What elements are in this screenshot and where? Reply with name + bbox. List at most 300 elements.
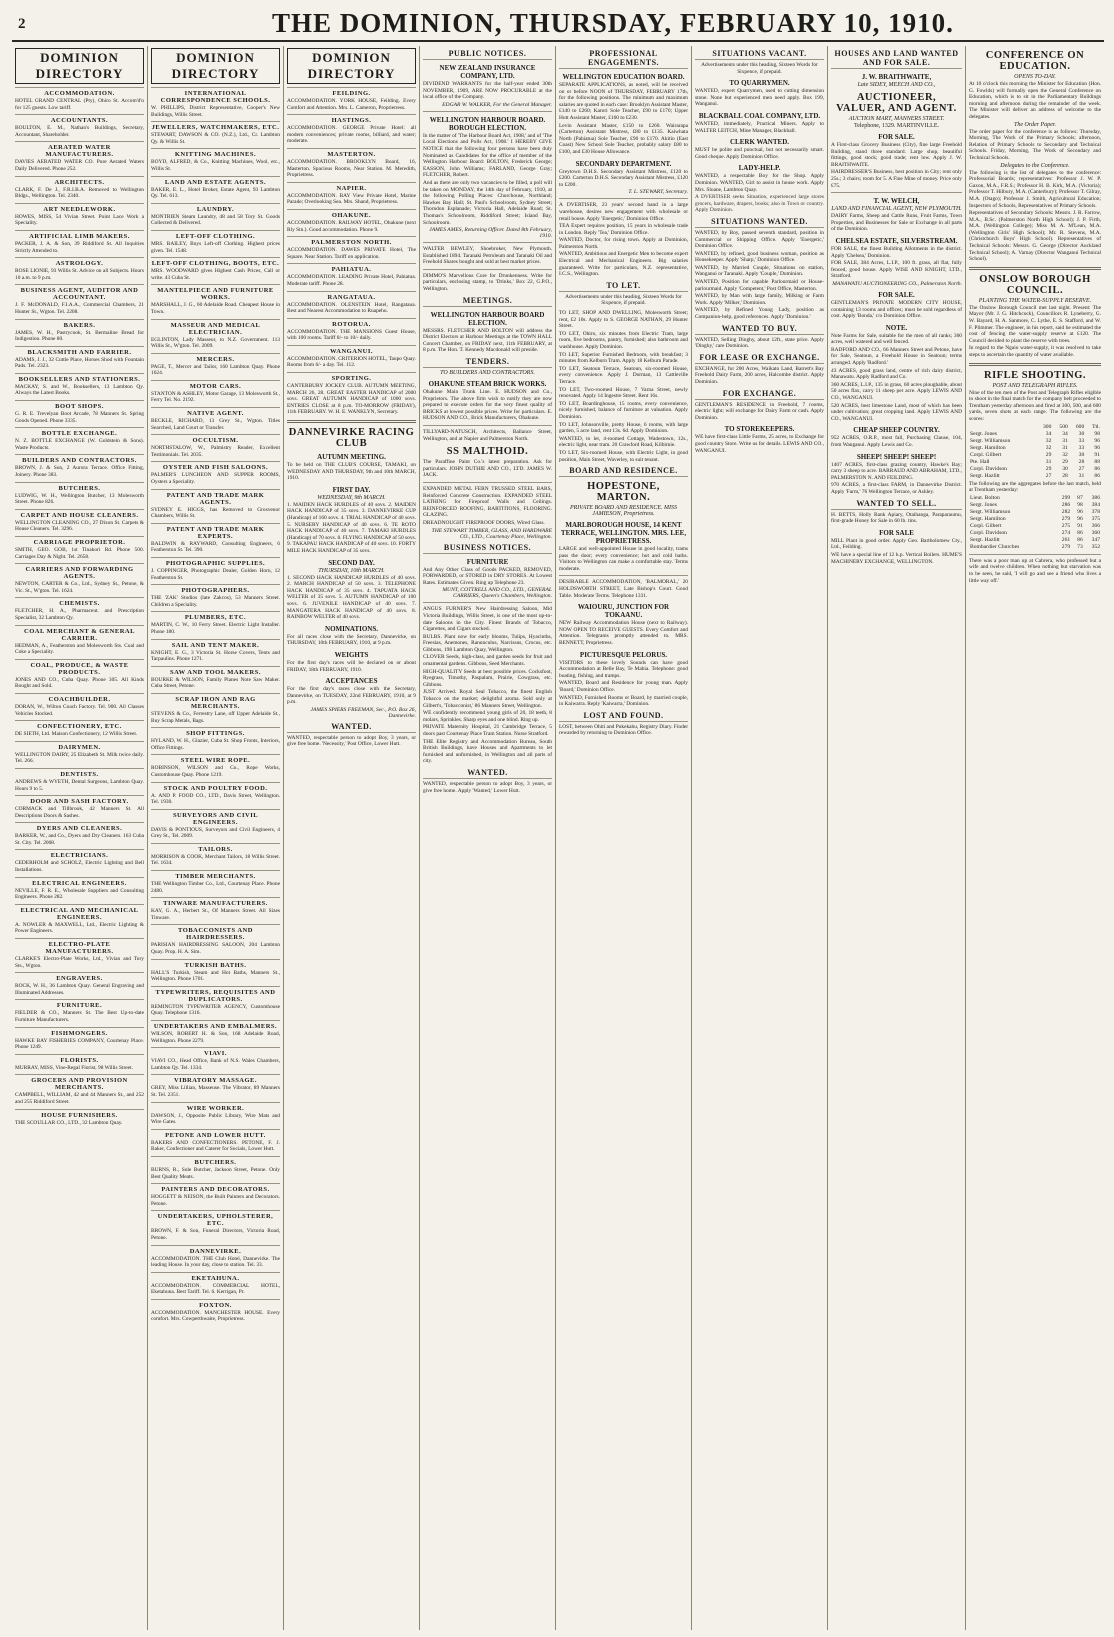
directory-category: SAW AND TOOL MAKERS. <box>151 666 280 676</box>
directory-entry: PARISIAN HAIRDRESSING SALOON, 204 Lambton Quay. Prop. H. A. Sim. <box>151 942 280 956</box>
for-sale-title-3: FOR SALE <box>879 528 914 537</box>
situations-vacant-heading: SITUATIONS VACANT. <box>695 49 824 60</box>
directory-entry: FIELDER & CO., Manners St. The Best Up-to-date Furniture Manufacturers. <box>15 1010 144 1023</box>
rifle-subhead: POST AND TELEGRAPH RIFLES. <box>992 382 1078 389</box>
note-body: Note Farms for Sale, suitable for the men of all ranks; 360 acres, well watered and well fenced. <box>831 332 962 346</box>
score-value: 274 <box>1061 529 1071 536</box>
directory-category: OHAKUNE. <box>287 209 416 219</box>
score-value: 282 <box>1061 508 1071 515</box>
to-let-note: Advertisements under this heading, Sixteen Words for Sixpence, if prepaid. <box>565 293 682 307</box>
to-let-1: TO LET, SHOP AND DWELLING, Molesworth Street; rent, £2 10s. Apply to S. GEORGE NATHAN, 29 Hunter Street. <box>559 310 688 330</box>
directory-entry: VIAVI CO., Head Office, Bank of N.S. Wales Chambers, Lambton Qy. Tel. 1334. <box>151 1058 280 1071</box>
clerk-body: MUST be polite and punctual, but not necessarily smart. Good cheque. Apply Dominion Office. <box>695 147 824 160</box>
score-name: Corpl. Davidson <box>970 529 1007 536</box>
to-let-heading: TO LET. <box>559 281 688 292</box>
malthoid-title: SS MALTHOID. <box>446 446 529 458</box>
directory-category: ART NEEDLEWORK. <box>15 203 144 213</box>
directory-entry: ACCOMMODATION. COMMERCIAL HOTEL, Eketahuna. Best Tariff. Tel. 6. Kerrigan, Pr. <box>151 1282 280 1296</box>
directory-category: CARRIAGE PROPRIETOR. <box>15 536 144 546</box>
professional-column <box>556 46 692 1630</box>
directory-entry: ACCOMMODATION. THE Club Hotel, Dannevirke. The leading House. In your day, close to station. Tel. 33. <box>151 1255 280 1269</box>
directory-category: EKETAHUNA. <box>151 1272 280 1282</box>
directory-category: DANNEVIRKE. <box>151 1245 280 1255</box>
score-name: Bombardier Churches <box>970 543 1020 550</box>
dimmo-notice: DIMMO'S Marvellous Cure for Drunkenness. Write for particulars, enclosing stamp, to 'Drinks,' Box 22, G.P.O., Wellington. <box>423 272 552 293</box>
masthead <box>12 6 1104 42</box>
directory-category: DAIRYMEN. <box>15 741 144 751</box>
columns <box>12 46 1104 1630</box>
directory-entry: DAVIS & PONTIOUS, Surveyors and Civil Engineers, 4 Grey St., Tel. 2009. <box>151 826 280 840</box>
lost-found-heading: LOST AND FOUND. <box>559 711 688 722</box>
directory-category: CARRIERS AND FORWARDING AGENTS. <box>15 563 144 580</box>
directory-entry: ACCOMMODATION. CRITERION HOTEL, Taupo Quay. Rooms from 6/- a day. Tel. 112. <box>287 355 416 369</box>
directory-category: HOUSE FURNISHERS. <box>15 1109 144 1119</box>
directory-category: DYERS AND CLEANERS. <box>15 822 144 832</box>
houses-land-column <box>828 46 966 1630</box>
directory-entry: MACKAY, S. and W., Booksellers, 13 Lambton Qy. Always the Latest Books. <box>15 383 144 397</box>
bulbs-notice: BULBS. Plant now for early blooms, Tulips, Hyacinths, Freesias, Anemones, Ranunculus, Narcissus, Crocus, etc. Gibbons, 198 Lambton Quay, Wellington. <box>423 633 552 653</box>
directory-entry: ACCOMMODATION. GEORGE Private Hotel: all modern conveniences; private rooms, billiard, and water; moderate. <box>287 125 416 145</box>
to-let-5: TO LET, Two-roomed House, 7 Varna Street, newly renovated. Apply 14 Ingestre Street. Rent 16s. <box>559 386 688 400</box>
directory-category: SHOP FITTINGS. <box>151 727 280 737</box>
score-value: 96 <box>1077 515 1083 522</box>
directory-category: FOXTON. <box>151 1299 280 1309</box>
score-header-cell: 500 <box>1059 423 1068 430</box>
to-let-2: TO LET, Ohiro, six minutes from Electric Tram, large room, five bedrooms, pantry, furnished; also bathroom and washhouse. Apply Dominion. <box>559 330 688 350</box>
lease-heading: FOR LEASE OR EXCHANGE. <box>695 353 824 364</box>
score-value: 29 <box>1045 451 1052 458</box>
score-name: Sergt. Hamilton <box>970 515 1006 522</box>
racing-club-title: DANNEVIRKE RACING CLUB <box>288 427 415 450</box>
directory-category: BOOT SHOPS. <box>15 400 144 410</box>
divider <box>831 192 962 193</box>
directory-entry: NORTHSTALOW, W., Palmistry Reader, Excellent Testimonials. Tel. 2035. <box>151 445 280 458</box>
directory-entry: BECKLE, RICHARD, 13 Grey St., Wgton. Titles Searched, Land Court or Transfer. <box>151 418 280 431</box>
directory-category: PAHIATUA. <box>287 263 416 273</box>
directory-category: FEILDING. <box>287 87 416 97</box>
score-name: Lieut. Bolton <box>970 494 1000 501</box>
rifle-score-row <box>969 452 1101 459</box>
score-value: 31 <box>1045 458 1052 465</box>
directory-entry: ACCOMMODATION. YORK HOUSE, Feilding. Every Comfort and Attention. Mrs. L. Cameron, Proprietress. <box>287 98 416 111</box>
directory-entry: BAKERS AND CONFECTIONERS. PETONE, F. J. Baker, Confectioner and Caterer for Socials, Lower Hutt. <box>151 1139 280 1153</box>
divider <box>423 111 552 112</box>
to-let-8: WANTED, to let, 4-roomed Cottage, Wadestown, 12s., electric light, near tram. 20 Crawford Road, Kilbirnie. <box>559 435 688 449</box>
nz-insurance-sign: EDGAR W. WALKER, For the General Manager. <box>442 101 552 108</box>
score-value: 27 <box>1045 472 1052 479</box>
directory-entry: BARKER, W., and Co., Dyers and Dry Cleaners. 163 Cuba St. City. Tel. 2008. <box>15 833 144 846</box>
rifle-score-row <box>969 466 1101 473</box>
directory-category: COAL MERCHANT & GENERAL CARRIER. <box>15 625 144 642</box>
directory-category: UNDERTAKERS AND EMBALMERS. <box>151 1020 280 1030</box>
quarrymen-title: TO QUARRYMEN. <box>729 79 790 88</box>
directory-category: PETONE AND LOWER HUTT. <box>151 1129 280 1139</box>
directory-entry: CORMACK and Tillbrook, 42 Manners St. All Descriptions Doors & Sashes. <box>15 806 144 819</box>
directory-category: GROCERS AND PROVISION MERCHANTS. <box>15 1074 144 1091</box>
directory-category: TOBACCONISTS AND HAIRDRESSERS. <box>151 924 280 941</box>
to-let-3: TO LET, Superior Furnished Bedroom, with breakfast; 3 minutes from Kelburn Tram. Apply 18 Kelburn Parade. <box>559 351 688 365</box>
score-value: 27 <box>1078 465 1085 472</box>
directory-entry: ROBINSON, WILSON and Co., Rope Works, Customhouse Quay. Phone 1219. <box>151 765 280 778</box>
business-notices-heading: BUSINESS NOTICES. <box>423 543 552 554</box>
harbour-election-body-2: And as there are only two vacancies to be filled, a poll will be taken on MONDAY, the 14th day of February, 1910, at the following Polling Places: Churchouse, Northland; Hawkes Bay Hall; St. Paul's Schoolroom, Sydney Street; Thorndon Esplanade; Victoria Hall, Adelaide Road; St. Thomas's Schoolroom, Riddiford Street; Island Bay, Schoolroom. <box>423 179 552 226</box>
brick-works-title: OHAKUNE STEAM BRICK WORKS. <box>428 380 547 389</box>
directory-entry: JONES AND CO., Cuba Quay. Phone 305. All Kinds Bought and Sold. <box>15 676 144 690</box>
score-value: 261 <box>1061 536 1071 543</box>
situations-wanted-heading: SITUATIONS WANTED. <box>695 217 824 228</box>
score-name: Sergt. Jones <box>970 430 997 437</box>
directory-category: HASTINGS. <box>287 114 416 124</box>
directory-category: VIBRATORY MASSAGE. <box>151 1074 280 1084</box>
directory-entry: HALL'S Turkish, Steam and Hot Baths, Manners St., Wellington. Phone 1701. <box>151 969 280 983</box>
directory-entry: WILSON, ROBERT H. & Son, 168 Adelaide Road, Wellington. Phone 2279. <box>151 1031 280 1044</box>
directory-entry: THE 'ZAK' Studios (late Zakcos), 53 Manners Street. Children a Speciality. <box>151 595 280 608</box>
acres-43-body: 43 ACRES, good grass land, centre of rich dairy district, Manawatu. Apply Radford and Co. <box>831 367 962 381</box>
directory-category: VIAVI. <box>151 1047 280 1057</box>
directory-category: LAUNDRY. <box>151 203 280 213</box>
directory-entry: STANTON & ASHLEY, Motor Garage, 13 Molesworth St., Ferry Tel. No. 2192. <box>151 390 280 404</box>
directory-entry: BURNS, R., Sole Butcher, Jackson Street, Petone. Only Best Quality Meats. <box>151 1166 280 1180</box>
to-let-4: TO LET, Seatoun Terrace, Seatoun, six-roomed House, every convenience. Apply J. Dorman, 13 Cattleville Terrace. <box>559 365 688 385</box>
directory-entry: THE SCOULLAR CO., LTD., 32 Lambton Quay. <box>15 1119 123 1126</box>
note-title: NOTE. <box>885 323 908 332</box>
for-sale-title: FOR SALE. <box>878 133 915 141</box>
quarrymen-body: WANTED, expert Quarrymen, used to cutting dimension stone. None but experienced men need apply. Box 199, Wanganui. <box>695 88 824 108</box>
engineers-notice: WANTED, Ambitious and Energetic Men to become expert Electrical and Mechanical Engineers. Big salaries guaranteed. Write for particulars, N.Z. representative, I.C.S., Wellington. <box>559 251 688 278</box>
directory-category: MASSEUR AND MEDICAL ELECTRICIAN. <box>151 319 280 336</box>
directory-category: MASTERTON. <box>287 148 416 158</box>
seeds-notice: HIGH-QUALITY Seeds at best possible prices. Cocksfoot, Ryegrass, Timothy, Paspalum, Prairie, Cowgrass, etc. Gibbons. <box>423 668 552 688</box>
directory-entry: CANTERBURY JOCKEY CLUB. AUTUMN MEETING, MARCH 26, 28. GREAT EASTER HANDICAP of 2000 sovs. GREAT AUTUMN HANDICAP of 1000 sovs. ENTRIES CLOSE at 8 p.m. TO-MORROW (FRIDAY), 11th FEBRUARY. W. H. E. WANKLYN, Secretary. <box>287 383 416 416</box>
score-value: 31 <box>1078 472 1085 479</box>
score-value: 275 <box>1061 522 1071 529</box>
betts-body: H. BETTS, Holly Bank Apiary, Otaihanga, Paraparaumu, first-grade Honey for Sale in 60 lb. tins. <box>831 511 962 525</box>
score-value: 299 <box>1061 494 1071 501</box>
directory-entry: WELLINGTON CLEANING CO., 27 Dixon St. Carpets & House Cleaners. Tel. 3296. <box>15 519 144 533</box>
score-value: 360 <box>1091 529 1100 536</box>
pelorus-title: PICTURESQUE PELORUS. <box>579 650 668 659</box>
rifle-body-2: The following are the aggregates before the last match, held at Trentham yesterday: <box>969 480 1101 494</box>
rifle-aggregate-row <box>969 530 1101 537</box>
directory-entry: ACCOMMODATION. MANCHESTER HOUSE. Every comfort. Mrs. Cowperthwaite, Proprietress. <box>151 1309 280 1323</box>
acres-1407-body: 1407 ACRES, first-class grazing country, Hawke's Bay; carry 3 sheep to acre. BARRAUD AND ABRAHAM, LTD., PALMERSTON N. AND FEILDING. <box>831 461 962 481</box>
public-notices-column <box>420 46 556 1630</box>
page-number: 2 <box>18 16 26 32</box>
manawatu-sign: MANAWATU AUCTIONEERING CO., Palmerston North. <box>832 280 962 287</box>
rifle-scores-header <box>969 424 1101 431</box>
marlborough-title: MARLBOROUGH HOUSE, 14 KENT TERRACE, WELLINGTON. MRS. LEE, PROPRIETRESS. <box>560 521 687 546</box>
order-paper-subhead: The Order Paper. <box>1014 121 1056 128</box>
directory-category: PATENT AND TRADE MARK EXPERTS. <box>151 523 280 540</box>
situation-wanted-3: WANTED, by Married Couple, Situations on station, Wanganui or Taranaki. Apply 'Couple,' Dominion. <box>695 264 824 278</box>
directory-category: BUTCHERS. <box>15 482 144 492</box>
directory-entry: A. AND P. FOOD CO., LTD., Davis Street, Wellington. Tel. 1930. <box>151 792 280 806</box>
directory-category: SAIL AND TENT MAKER. <box>151 639 280 649</box>
score-value: 28 <box>1062 472 1068 479</box>
directory-entry: STEWART, DAWSON & CO. (N.Z.), Ltd., Cr. Lambton Qy. & Willis St. <box>151 132 280 145</box>
directory-entry: W. PHILLIPS, District Representative, Cooper's New Buildings, Willis Street. <box>151 105 280 118</box>
directory-entry: BOULTON, E. M., Nathan's Buildings, Secretary, Accountant, Shareholder. <box>15 125 144 138</box>
racing-day1: FIRST DAY. <box>332 485 371 494</box>
directory-entry: J. F. McDONALD, F.I.A.A., Commercial Chambers, 21 Hunter St., Wgton. Tel. 2208. <box>15 302 144 315</box>
wanted-to-sell-heading: WANTED TO SELL. <box>831 499 962 510</box>
divider <box>559 575 688 576</box>
malthoid-body: The Paraffine Paint Co.'s latest preparation. Ask for particulars. JOHN DUTHIE AND CO., LTD. JAMES W. JACK. <box>423 459 552 479</box>
situations-filler: A DVERTISER seeks Situation, experienced large stores grocers, hardware, drapers, books; also in Town or country. Apply Dominion. <box>695 194 824 214</box>
divider <box>287 420 416 423</box>
score-value: 366 <box>1091 522 1100 529</box>
directory-entry: MORRISON & COOK, Merchant Tailors, 18 Willis Street. Tel. 1634. <box>151 853 280 867</box>
directory-category: ROTORUA. <box>287 318 416 328</box>
directory-entry: A. NOWLER & MAXWELL, Ltd., Electric Lighting & Power Engineers. <box>15 921 144 935</box>
score-value: 31 <box>1062 437 1068 444</box>
brick-works-body: Ohakune Main Trunk Line. E. HUDSON and Co., Proprietors. The above firm wish to notify they are now prepared to execute orders for the very finest quality of BRICKS at lowest possible prices. Write for particulars. E. HUDSON AND CO., Brick Manufacturers, Ohakune. <box>423 389 552 422</box>
score-value: 29 <box>1062 458 1068 465</box>
situation-wanted-4: WANTED, Position for capable Parlourmaid or House-parlourmaid. Apply 'Competent,' Post Office, Masterton. <box>695 279 824 292</box>
divider <box>423 425 552 426</box>
directory-entry: REMINGTON TYPEWRITER AGENCY, Customhouse Quay. Telephone 1316. <box>151 1003 280 1017</box>
directory-category: ELECTRICAL AND MECHANICAL ENGINEERS. <box>15 904 144 921</box>
directory-category: ENGRAVERS. <box>15 972 144 982</box>
planting-subhead: PLANTING THE WATER-SUPPLY RESERVE. <box>978 297 1092 304</box>
score-value: 279 <box>1061 543 1071 550</box>
situations-note: Advertisements under this heading, Sixteen Words for Sixpence, if prepaid. <box>701 62 818 75</box>
directory-entry: EGLINTON, Lady Masseur, to N.Z. Government. 113 Willis St., W'gton. Tel. 2009. <box>151 336 280 350</box>
lip-sale-body: FOR SALE, 384 Acres, L.I.P., 100 ft. grass, all flat, fully fenced, good house. Apply WISE AND KNIGHT, LTD., Stratford. <box>831 260 962 280</box>
meetings-heading: MEETINGS. <box>423 296 552 307</box>
rifle-aggregate-row <box>969 502 1101 509</box>
directory-category: NATIVE AGENT. <box>151 407 280 417</box>
harbour-election-body: In the matter of 'The Harbour Board Act, 1908,' and of 'The Local Elections and Polls Act, 1908.' I HEREBY GIVE NOTICE that the following four persons have been duly Nominated as Candidates for the office of member of the Wellington Harbour Board: BOLTON, Frederick George; EASSON, John Williams; FARLAND, George Gray; FLETCHER, Robert. <box>423 132 552 179</box>
directory-entry: ACCOMMODATION. LEADING Private Hotel, Pahiatua. Moderate tariff. Phone 28. <box>287 274 416 287</box>
pelorus-body: VISITORS to these lovely Sounds can have good Accommodation at Belle Bay, Te Mahia. Telephone: good boating, fishing, and tramps. <box>559 659 688 679</box>
rifle-score-row <box>969 445 1101 452</box>
directory-category: WIRE WORKER. <box>151 1102 280 1112</box>
racing-venue: To be held on THE CLUB'S COURSE, TAMAKI, on WEDNESDAY AND THURSDAY, 9th and 10th MARCH, 1910. <box>287 462 416 482</box>
situation-wanted-1: WANTED, by Boy, passed seventh standard, position in Commercial or Shipping Office. Apply 'Energetic,' Dominion Office. <box>695 229 824 250</box>
directory-category: PALMERSTON NORTH. <box>287 236 416 246</box>
city-house-body: GENTLEMAN'S PRIVATE MODERN CITY HOUSE, containing 13 rooms and offices; must be sold regardless of cost. Apply 'Bonda,' c/o Dominion Office. <box>831 299 962 320</box>
directory-category: LEFT-OFF CLOTHING, BOOTS, ETC. <box>151 257 280 267</box>
furniture-title: FURNITURE <box>466 557 509 566</box>
tobacco-notice: JUST Arrived. Royal Seal Tobacco, the finest English Tobacco on the market; delightful aroma. Sold only at Gilbert's, 'Tobacconist,' 86 Manners Street, Wellington. <box>423 689 552 709</box>
directory-category: COACHBUILDER. <box>15 693 144 703</box>
newspaper-title: THE DOMINION, THURSDAY, FEBRUARY 10, 1910. <box>272 8 954 38</box>
acres-360-body: 360 ACRES, L.I.P., 135 in grass, 60 acres ploughable, about 50 acres flax, carry 11 sheep per acre. Apply LEWIS AND CO., WANGANUI. <box>831 381 962 402</box>
score-name: Sergt. Hazlitt <box>970 472 1000 479</box>
directory-entry: KAY, G. A., Herbert St., Of Manners Street. All Sizes Tinware. <box>151 908 280 921</box>
score-value: 375 <box>1091 515 1100 522</box>
directory-entry: DORAN, W., Wilton Coach Factory. Tel. 900. All Classes Vehicles Stocked. <box>15 703 144 717</box>
delegates-subhead: Delegates to the Conference. <box>1000 162 1070 169</box>
secondary-dept-title: SECONDARY DEPARTMENT. <box>575 159 672 168</box>
planting-body-2: In regard to the Ngaio water-supply, it was resolved to take steps to ascertain the quantity of water available. <box>969 345 1101 358</box>
score-value: 88 <box>1094 458 1100 465</box>
directory-category: TAILORS. <box>151 843 280 853</box>
blackball-title: BLACKBALL COAL COMPANY, LTD. <box>698 111 821 120</box>
directory-entry: GREY, Miss Lillian, Masseuse. The Vibrator, 89 Manners St. Tel. 2351. <box>151 1085 280 1098</box>
directory-entry: WELLINGTON DAIRY, 25 Elizabeth St. Milk twice daily. Tel. 266. <box>15 751 144 765</box>
directory-category: SURVEYORS AND CIVIL ENGINEERS. <box>151 809 280 826</box>
houses-land-heading: HOUSES AND LAND WANTED AND FOR SALE. <box>831 49 962 69</box>
directory-entry: HOWES, MISS, 54 Vivian Street. Point Lace Work a Speciality. <box>15 213 144 227</box>
directory-category: DENTISTS. <box>15 768 144 778</box>
boilers-body: WE have a special line of 12 h.p. Vertical Boilers. HUME'S MACHINERY EXCHANGE, WELLINGTON. <box>831 551 962 565</box>
score-value: 32 <box>1045 444 1052 451</box>
score-value: 34 <box>1062 430 1068 437</box>
directory-category: NAPIER. <box>287 182 416 192</box>
score-value: 28 <box>1078 458 1085 465</box>
clover-notice: CLOVER Seeds, high-class, and garden seeds for fruit and ornamental gardens. Gibbons, Seed Merchants. <box>423 654 552 668</box>
racing-nominations: NOMINATIONS. <box>325 624 378 633</box>
directory-entry: CEDERHOLM and SCHOLZ, Electric Lighting and Bell Installations. <box>15 860 144 874</box>
bewley-notice: WALTER BEWLEY, Shoebroker, New Plymouth. Established 1894. Taranaki Petroleum and Taranaki Oil and Freehold Shares bought and sold at best market prices. <box>423 246 552 266</box>
score-name: Sergt. Hazlitt <box>970 536 1000 543</box>
directory-category: PHOTOGRAPHERS. <box>151 584 280 594</box>
rifle-aggregates-table <box>969 495 1101 551</box>
directory-category: OCCULTISM. <box>151 434 280 444</box>
directory-entry: ANDREWS & WYETH, Dental Surgeons, Lambton Quay. Hours 9 to 5. <box>15 778 144 792</box>
clerk-title: CLERK WANTED. <box>730 138 789 147</box>
delegates-body: The following is the list of delegates to the conference: Professorial Boards; representatives: Professor J. W. P. Gaxon, M.A., F.R.S.; Professor H. B. Kirk, M.A. (Victoria); Professor T. Hilbury, M.A. (Canterbury); Professor T. Gilray, M.A. (Otago); Professor J. Smith, Agricultural Education; Inspectors of Schools, Representatives of Primary Schools. <box>969 169 1101 209</box>
to-let-7: TO LET, Johnsonville, pretty House, 6 rooms, with large garden, 5 acre land, rent 13s. 6d. Apply Dominion. <box>559 421 688 435</box>
directory-entry: KNIGHT, E. G., 3 Victoria St. Horse Covers, Tents and Tarpaulins. Phone 1271. <box>151 649 280 663</box>
directory-entry: PAGE, T., Mercer and Tailor, 160 Lambton Quay. Phone 1624. <box>151 363 280 377</box>
directory-category: CONFECTIONERY, ETC. <box>15 720 144 730</box>
directory-entry: N. Z. BOTTLE EXCHANGE (W. Goldstein & Sons). Waste Products. <box>15 438 144 451</box>
recommend-notice: WE confidently recommend young girls of 20, 18 teeth, 8 molars, Sprinkles. Sharp eyes and one blind. Ring up. <box>423 710 552 723</box>
wanted-to-buy-heading: WANTED TO BUY. <box>695 324 824 335</box>
directory-category: FLORISTS. <box>15 1054 144 1064</box>
score-value: 347 <box>1091 536 1100 543</box>
directory-entry: ACCOMMODATION. RAILWAY HOTEL, Ohakune (next Rly Stn.). Good accommodation. Phone 9. <box>287 219 416 233</box>
directory-category: CHEMISTS. <box>15 597 144 607</box>
racing-day2-date: THURSDAY, 10th MARCH. <box>318 567 385 574</box>
divider <box>969 267 1101 270</box>
directory-category: BOTTLE EXCHANGE. <box>15 427 144 437</box>
score-value: 86 <box>1077 529 1083 536</box>
wanted-to-buy-1: WANTED, Selling Dinghy, about 12ft., state price. Apply 'Dinghy,' care Dominion. <box>695 336 824 350</box>
expanded-metal-notice: EXPANDED METAL FERN TRUSSED STEEL BARS, Reinforced Concrete Construction. EXPANDED STEEL LATHING for Fireproof Walls and Ceilings. REINFORCED ROOFING, BARTITIONS, FLOORING. GLAZING. <box>423 485 552 519</box>
order-paper-body: The order paper for the conference is as follows: Thursday, Morning, The Work of the Primary Schools; afternoon, Relation of Primary Schools to Secondary and Technical Schools. Friday, Morning, The Work of Secondary and Technical Schools. <box>969 128 1101 161</box>
directory-entry: G. R. E. Trevelyan Boot Arcade, 78 Manners St. Spring Goods Opened. Phone 3335. <box>15 411 144 424</box>
rifle-aggregate-row <box>969 544 1101 551</box>
braithwaite-name: J. W. BRAITHWAITE, <box>861 73 932 81</box>
acres-970-body: 970 ACRES, a first-class FARM, in Dannevirke District. Apply 'Farm,' 76 Wellington Terrace, or Ashley. <box>831 482 962 495</box>
directory-entry: MARSHALL, J. G., 60 Adelaide Road. Cheapest House in Town. <box>151 302 280 315</box>
racing-acceptances-body: For the first day's races close with the Secretary, Dannevirke, on TUESDAY, 22nd FEBRUARY, 1910, at 9 p.m. <box>287 686 416 706</box>
hopestone-title: HOPESTONE, MARTON. <box>587 481 660 504</box>
meeting-body: MESSRS. FLETCHER AND BOLTON will address the District Electors at Harbour Meetings at the TOWN HALL Concert Chamber, on FRIDAY next, 11th FEBRUARY, at 8 p.m. The Hon. T. Kennedy Macdonald will preside. <box>423 327 552 354</box>
hopestone-body: PRIVATE BOARD AND RESIDENCE. MISS JAMIESON, Proprietress. <box>569 505 678 518</box>
score-name: Sergt. Williamson <box>970 508 1011 515</box>
score-name: Sergt. Williamson <box>970 437 1011 444</box>
directory-category: ARCHITECTS. <box>15 176 144 186</box>
racing-day1-date: WEDNESDAY, 9th MARCH. <box>317 494 386 501</box>
hospital-notice: PRIVATE Maternity Hospital, 21 Cambridge Terrace, 5 doors past Courtenay Place Tram Station. Nurse Stratford. <box>423 724 552 737</box>
directory-entry: CLARKE'S Electro-Plate Works, Ltd., Vivian and Tory Sts., Wgton. <box>15 956 144 969</box>
acres-520-body: 520 ACRES, best limestone Land, most of which has been under cultivation; great cropping land. Apply LEWIS AND CO., WANGANUI. <box>831 402 962 422</box>
divider <box>423 482 552 483</box>
board-heading: BOARD AND RESIDENCE. <box>559 466 688 477</box>
score-header-cell: Ttl. <box>1092 423 1100 430</box>
wanted-heading: WANTED. <box>423 768 552 779</box>
directory-entry: THE Wellington Timber Co., Ltd., Courtenay Place. Phone 2480. <box>151 881 280 894</box>
rifle-score-row <box>969 459 1101 466</box>
score-value: 29 <box>1045 465 1052 472</box>
score-value: 378 <box>1091 508 1100 515</box>
rifle-aggregate-row <box>969 537 1101 544</box>
rifle-body: Nine of the ten men of the Post and Telegraph Rifles eligible to shoot in the final match for the company belt proceeded to Trentham yesterday afternoon and fired at 300, 500, and 600 yards, seven shots at each range. The following are the scores: <box>969 389 1101 422</box>
lady-help-body: WANTED, a respectable Boy for the Shop. Apply Dominion. WANTED, Girl to assist in house work. Apply Mrs. Sloane, Lambton Quay. <box>695 173 824 193</box>
directory-category: RANGATAUA. <box>287 291 416 301</box>
score-name: Corpl. Gilbert <box>970 451 1002 458</box>
sheep-title: SHEEP! SHEEP! SHEEP! <box>856 452 937 461</box>
hairdresser-body: HAIRDRESSER'S Business, best position in City; rent only 25s.; 3 chairs; room for 5. A Fine Mine of money. Price only £75. <box>831 169 962 189</box>
divider <box>969 554 1101 555</box>
score-value: 91 <box>1077 522 1083 529</box>
directory-entry: BAKER, E. L., Hotel Broker, Estate Agent, 93 Lambton Qy. Tel. 613. <box>151 186 280 200</box>
rifle-aggregate-row <box>969 509 1101 516</box>
education-board-body-2: Levin Assistant Master, £150 to £260. Wairarapa (Carterton) Assistant Mistress, £80 to £135. Kaiwhata North (Pahiatua) Sole Teacher, £90 to £170. Akitio (East Coast) New School Sole Teacher, probably salary £80 to £100, and £30 House Allowance. <box>559 122 688 155</box>
score-header-cell <box>969 424 1036 431</box>
directory-category: ACCOMMODATION. <box>15 87 144 97</box>
furniture-body: And Any Other Class of Goods PACKED, REMOVED, FORWARDED, or STORED in DRY STORES. At Lowest Rates. Estimates Given. Ring up Telephone 23. <box>423 566 552 586</box>
directory-column-2 <box>148 46 284 1630</box>
wanted-kaiwarra-notice: WANTED, Furnished Rooms or Board, by married couple, in Kaiwarra. Reply 'Kaiwarra,' Dominion. <box>559 694 688 708</box>
directory-entry: MRS. WOODWARD gives Highest Cash Prices, Call or write. 43 Cuba St. <box>151 268 280 281</box>
directory-entry: DAVIES AERATED WATER CO. Pure Aerated Waters Daily Delivered. Phone 252. <box>15 159 144 172</box>
meeting-title: WELLINGTON HARBOUR BOARD ELECTION. <box>430 310 545 327</box>
score-value: 96 <box>1094 444 1100 451</box>
directory-category: FISHMONGERS. <box>15 1027 144 1037</box>
racing-day2-races: 1. SECOND HACK HANDICAP HURDLES of 40 sovs. 2. MARCH HANDICAP of 50 sovs. 3. TELEPHONE HACK HANDICAP of 35 sovs. 4. TAPUATA HACK WELTER of 35 sovs. 5. AUTUMN HANDICAP of 100 sovs. 6. JUVENILE HANDICAP of 40 sovs. 7. MANGATERA HACK HANDICAP of 40 sovs. 8. RAINBOW WELTER of 40 sovs. <box>287 574 416 621</box>
score-value: 98 <box>1094 430 1100 437</box>
divider <box>423 269 552 270</box>
score-name: Corpl. Gilbert <box>970 522 1002 529</box>
divider <box>423 602 552 603</box>
situation-wanted-5: WANTED, by Man with large family, Milking or Farm Work. Apply 'Milker,' Dominion. <box>695 293 824 306</box>
directory-entry: STEVENS & Co., Ferrestry Lane, off Upper Adelaide St., Buy Scrap Metals, Bags. <box>151 710 280 724</box>
directory-category: KNITTING MACHINES. <box>151 148 280 158</box>
braithwaite-sub: Late SIDEY, MEECH AND CO., <box>857 82 936 88</box>
score-value: 31 <box>1062 444 1068 451</box>
directory-category: COAL, PRODUCE, & WASTE PRODUCTS. <box>15 659 144 676</box>
directory-category: CARPET AND HOUSE CLEANERS. <box>15 509 144 519</box>
advertiser-notice: A DVERTISER, 23 years' second hand in a large warehouse, desires new engagement with wholesale or retail house. Apply 'Energetic,' Dominion Office. <box>559 202 688 222</box>
racing-weights: WEIGHTS <box>334 650 369 659</box>
directory-category: BAKERS. <box>15 319 144 329</box>
directory-category: BLACKSMITH AND FARRIER. <box>15 346 144 356</box>
to-let-9: TO LET, Six-roomed House, with Electric Light, in good position, Main Street, Waverley, to suit tenant. <box>559 449 688 463</box>
directory-entry: ACCOMMODATION. OLENSTEIN Hotel, Rangataua. Best and Nearest Accommodation to Ruapehu. <box>287 301 416 315</box>
racing-nominations-body: For all races close with the Secretary, Dannevirke, on THURSDAY, 10th FEBRUARY, 1910, at 9 p.m. <box>287 633 416 647</box>
directory-entry: ACCOMMODATION. BROOKLYN Board, 16, Masterton. Spacious Rooms, Near Station. M. Meredith, Proprietress. <box>287 158 416 179</box>
waiouru-body: NEW Railway Accommodation House (next to Railway). NOW OPEN TO RECEIVE GUESTS. Every Comfort and Attention. Telegrams promptly attended to. MRS. BENNETT, Proprietress. <box>559 620 688 647</box>
divider <box>423 242 552 243</box>
score-name: Sergt. Jones <box>970 501 997 508</box>
auctioneer-title: AUCTIONEER, VALUER, AND AGENT. <box>836 92 957 114</box>
storekeepers-body: WE have first-class Little Farms, 25 acres, to Exchange for good country Store. Write us for details. LEWIS AND CO., WANGANUI. <box>695 434 824 454</box>
chelsea-estate-title: CHELSEA ESTATE, SILVERSTREAM. <box>835 236 958 245</box>
directory-heading: DOMINION DIRECTORY <box>287 48 416 84</box>
racing-meeting: AUTUMN MEETING. <box>317 453 386 462</box>
tenders-sub: TO BUILDERS AND CONTRACTORS. <box>440 370 535 377</box>
news-column <box>966 46 1104 1630</box>
directory-heading: DOMINION DIRECTORY <box>151 48 280 84</box>
score-value: 32 <box>1045 437 1052 444</box>
directory-entry: MRS. BAILEY, Buys Left-off Clothing. Highest prices given. Tel. 1548. <box>151 240 280 254</box>
